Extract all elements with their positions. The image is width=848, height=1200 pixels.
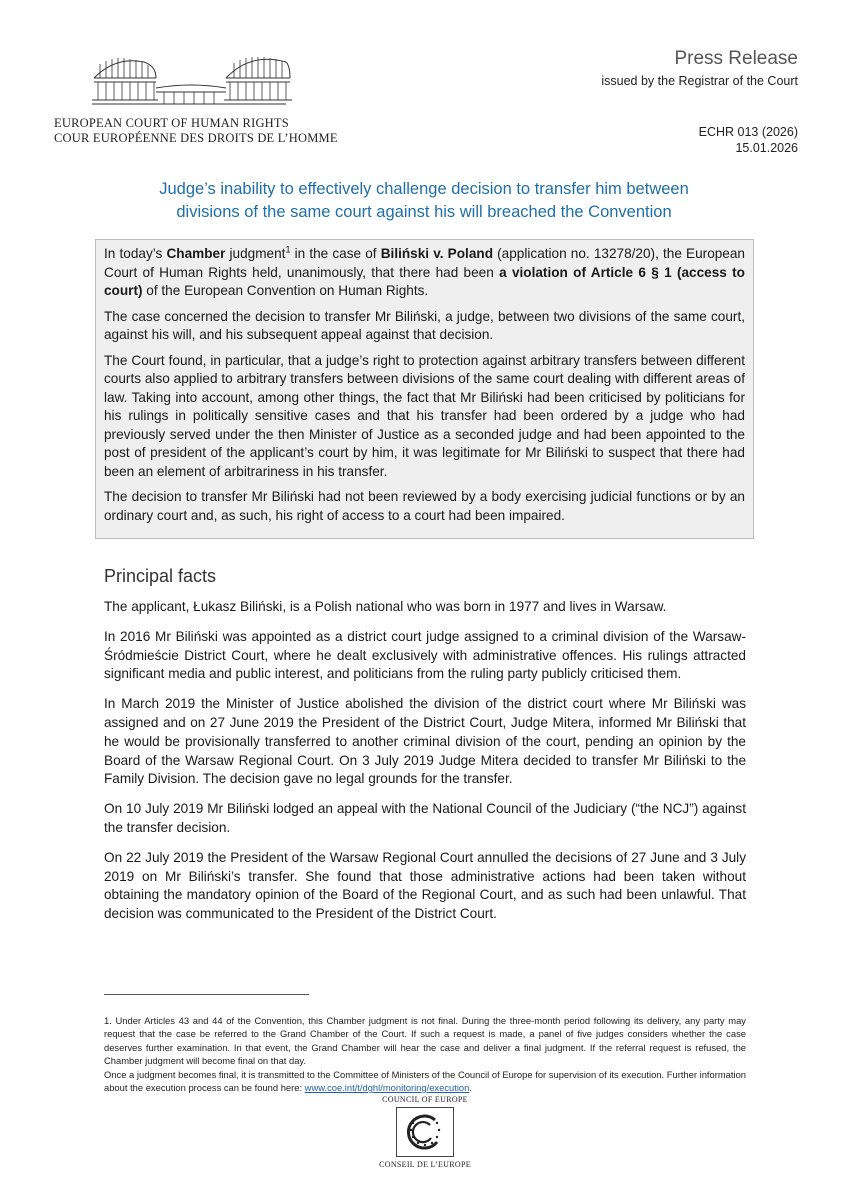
facts-paragraph: On 22 July 2019 the President of the Warsaw Regional Court annulled the decisions of 27 June and 3 July 2019 on Mr Biliński’s transfer. She found that those administrative actions had been taken without obtaining the mandatory opinion of the Board of the Regional Court, and as such had been unlawful. That decision was communicated to the President of the District Court. xyxy=(104,849,746,922)
reference-number: ECHR 013 (2026) xyxy=(698,125,798,139)
summary-box xyxy=(95,239,754,539)
page-title xyxy=(96,178,752,224)
press-release-heading xyxy=(601,48,798,88)
summary-paragraph-2: The case concerned the decision to transfer Mr Biliński, a judge, between two divisions of the same court, against his will, and his subsequent appeal against that decision. xyxy=(104,308,745,342)
summary-text: of the European Convention on Human Rights. xyxy=(142,283,429,298)
council-of-europe-emblem xyxy=(396,1107,454,1157)
summary-text: (application no. 13278/20), the European Court of Human Rights held, unanimously, that there had been xyxy=(104,246,745,280)
stars-circle-icon xyxy=(397,1108,453,1156)
facts-paragraph: In 2016 Mr Biliński was appointed as a district court judge assigned to a criminal division of the Warsaw-Śródmieście District Court, where he dealt exclusively with administrative offences. His rulings attracted significant media and public interest, and politicians from the ruling party publicly criticised them. xyxy=(104,628,746,682)
council-of-europe-logo xyxy=(370,1095,480,1169)
execution-link[interactable]: www.coe.int/t/dghl/monitoring/execution xyxy=(304,1082,470,1094)
court-name-english: EUROPEAN COURT OF HUMAN RIGHTS xyxy=(54,116,289,130)
press-release-title: Press Release xyxy=(674,48,798,69)
court-name-french: COUR EUROPÉENNE DES DROITS DE L’HOMME xyxy=(54,131,338,145)
facts-paragraph: In March 2019 the Minister of Justice abolished the division of the district court where Mr Biliński was assigned and on 27 June 2019 the President of the District Court, Judge Mitera, informed Mr Biliński that he would be provisionally transferred to another criminal division of the court, pending an opinion by the Board of the Warsaw Regional Court. On 3 July 2019 Judge Mitera decided to transfer Mr Biliński to the Family Division. The decision gave no legal grounds for the transfer. xyxy=(104,696,746,787)
summary-text: in the case of xyxy=(290,246,381,261)
footnote-paragraph-1: 1. Under Articles 43 and 44 of the Convention, this Chamber judgment is not final. During the three-month period following its delivery, any party may request that the case be referred to the Grand Chamber of the Court. If such a request is made, a panel of five judges considers whether the case deserves further examination. In that event, the Grand Chamber will hear the case and deliver a final judgment. If the referral request is refused, the Chamber judgment will become final on that day. xyxy=(104,1015,746,1067)
principal-facts-heading: Principal facts xyxy=(104,566,217,586)
court-logo-block xyxy=(54,48,338,146)
court-building-logo xyxy=(86,48,296,110)
footnote-divider xyxy=(104,994,309,995)
facts-paragraph: The applicant, Łukasz Biliński, is a Polish national who was born in 1977 and lives in Warsaw. xyxy=(104,599,667,614)
facts-paragraph: On 10 July 2019 Mr Biliński lodged an appeal with the National Council of the Judiciary (“the NCJ”) against the transfer decision. xyxy=(104,801,746,835)
footnote-text-end: . xyxy=(469,1082,472,1094)
violation-text: a violation of Article 6 § 1 (access to court) xyxy=(104,264,745,298)
summary-text: In today’s xyxy=(104,246,167,261)
summary-paragraph-1 xyxy=(104,245,745,301)
summary-paragraph-3: The Court found, in particular, that a judge’s right to protection against arbitrary transfers between different courts also applied to arbitrary transfers between divisions of the same court dealing with different areas of law. Taking into account, among other things, the fact that Mr Biliński had been criticised by politicians for his rulings in politically sensitive cases and that his transfer had been ordered by a judge who had previously served under the then Minister of Justice as a seconded judge and had been appointed to the post of president of the applicant’s court by him, it was legitimate for Mr Biliński to suspect that there had been an element of arbitrariness in his transfer. xyxy=(104,352,745,479)
council-of-europe-label: COUNCIL OF EUROPE xyxy=(382,1095,468,1104)
chamber-label: Chamber xyxy=(166,246,226,261)
summary-paragraph-4: The decision to transfer Mr Biliński had not been reviewed by a body exercising judicial functions or by an ordinary court and, as such, his right of access to a court had been impaired. xyxy=(104,489,745,523)
title-line-2: divisions of the same court against his will breached the Convention xyxy=(176,203,672,221)
press-release-subtitle: issued by the Registrar of the Court xyxy=(601,74,798,88)
summary-text: judgment xyxy=(225,246,286,261)
case-name: Biliński v. Poland xyxy=(380,246,493,261)
reference-block xyxy=(699,124,798,156)
title-line-1: Judge’s inability to effectively challenge decision to transfer him between xyxy=(159,180,689,198)
footnote-paragraph-2 xyxy=(104,1068,746,1095)
principal-facts-body xyxy=(104,598,746,935)
footnote-text: Once a judgment becomes final, it is transmitted to the Committee of Ministers of the Council of Europe for supervision of its execution. Further information about the execution process can be found here: xyxy=(104,1068,746,1094)
footnote xyxy=(104,1014,746,1094)
conseil-de-l-europe-label: CONSEIL DE L’EUROPE xyxy=(379,1160,471,1169)
footnote-marker: 1 xyxy=(285,244,291,255)
release-date: 15.01.2026 xyxy=(735,141,798,155)
